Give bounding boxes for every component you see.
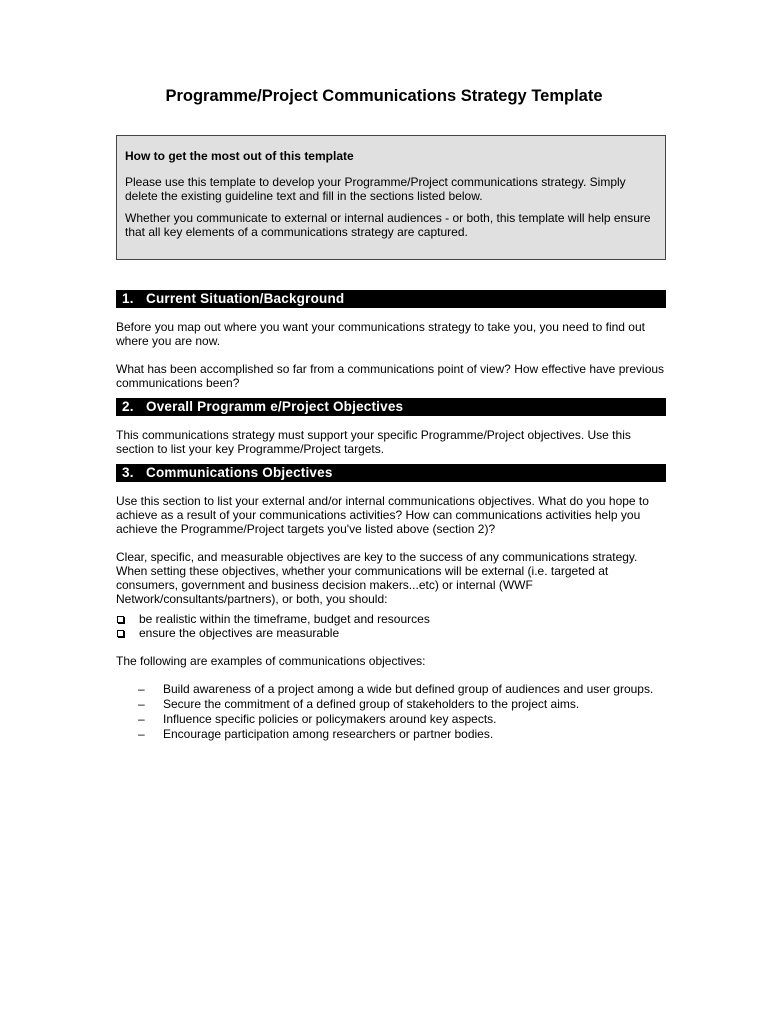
- dash-bullet-icon: –: [138, 727, 145, 741]
- body-paragraph: Before you map out where you want your communications strategy to take you, you need to find out where you are now.: [116, 320, 645, 348]
- document-title: Programme/Project Communications Strategy Template: [165, 87, 603, 105]
- list-item-text: Build awareness of a project among a wide but defined group of audiences and user groups.: [163, 682, 654, 696]
- body-paragraph: Use this section to list your external and/or internal communications objectives. What do you hope to achieve as a result of your communications activities? How can communications activities help you achieve the Programme/Project targets you've listed above (section 2)?: [116, 494, 649, 536]
- list-item: [116, 727, 666, 741]
- list-item-text: Encourage participation among researchers or partner bodies.: [163, 727, 494, 741]
- checkbox-bullet-icon: [117, 630, 124, 637]
- list-item: [116, 712, 666, 726]
- list-item-text: ensure the objectives are measurable: [139, 626, 340, 640]
- list-item: [116, 697, 666, 711]
- section-title: Overall Programm e/Project Objectives: [146, 399, 404, 414]
- body-paragraph: The following are examples of communications objectives:: [116, 654, 426, 668]
- document-body: [116, 290, 666, 742]
- dash-bullet-icon: –: [138, 697, 145, 711]
- section-number: 3.: [122, 465, 134, 480]
- list-item-text: Influence specific policies or policymakers around key aspects.: [163, 712, 497, 726]
- section-heading-programme-objectives: [116, 398, 666, 416]
- dash-bullet-icon: –: [138, 682, 145, 696]
- section-heading-current-situation: [116, 290, 666, 308]
- list-item-text: be realistic within the timeframe, budget and resources: [139, 612, 430, 626]
- body-paragraph: What has been accomplished so far from a communications point of view? How effective have previous communications been?: [116, 362, 665, 390]
- body-paragraph: This communications strategy must support your specific Programme/Project objectives. Use this section to list your key Programme/Project targets.: [116, 428, 631, 456]
- section-title: Current Situation/Background: [146, 291, 345, 306]
- guidance-paragraph: Please use this template to develop your Programme/Project communications strategy. Simply delete the existing guideline text and fill in the sections listed below.: [125, 175, 626, 203]
- guidance-box: [116, 135, 666, 260]
- list-item: [116, 612, 666, 626]
- section-heading-communications-objectives: [116, 464, 666, 482]
- section-number: 1.: [122, 291, 134, 306]
- guidance-paragraph: Whether you communicate to external or internal audiences - or both, this template will help ensure that all key elements of a communications strategy are captured.: [125, 211, 651, 239]
- list-item: [116, 682, 666, 696]
- section-title: Communications Objectives: [146, 465, 333, 480]
- list-item: [116, 626, 666, 640]
- section-number: 2.: [122, 399, 134, 414]
- list-item-text: Secure the commitment of a defined group of stakeholders to the project aims.: [163, 697, 580, 711]
- examples-list: [116, 682, 666, 741]
- dash-bullet-icon: –: [138, 712, 145, 726]
- body-paragraph: Clear, specific, and measurable objectives are key to the success of any communications strategy. When setting these objectives, whether your communications will be external (i.e. targeted at consumers, government and business decision makers...etc) or internal (WWF Network/consultants/partners), or both, you should:: [116, 550, 638, 606]
- checkbox-bullet-icon: [117, 616, 124, 623]
- bullet-list: [116, 612, 666, 640]
- guidance-heading: How to get the most out of this template: [125, 149, 354, 163]
